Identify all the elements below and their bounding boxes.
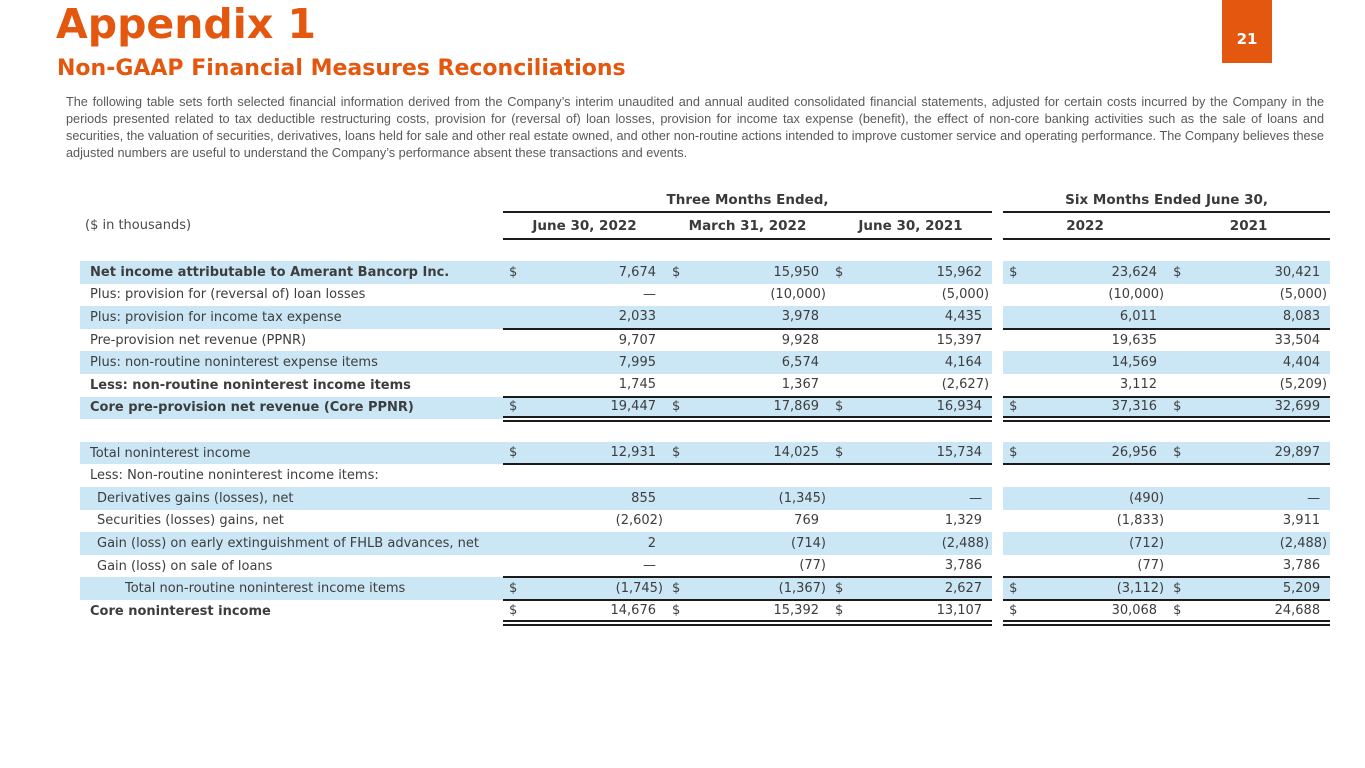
dollar-sign: $ [666,397,688,420]
cell-value: 14,676 [525,600,666,623]
cell-value: (5,209) [1189,374,1330,397]
cell-value: 23,624 [1025,261,1167,284]
dollar-sign [666,329,688,352]
table-row [80,261,1330,284]
row-label: Less: Non-routine noninterest income items: [90,468,379,484]
page-title: Appendix 1 [56,0,317,48]
row-label: Plus: non-routine noninterest expense items [80,351,503,374]
cell-value: 3,786 [1189,555,1330,578]
row-label: Total non-routine noninterest income items [80,577,503,600]
group-gap [992,464,1003,487]
dollar-sign: $ [1167,442,1189,465]
cell-value: 30,421 [1189,261,1330,284]
dollar-sign [503,329,525,352]
cell-value: 3,786 [851,555,992,578]
row-label: Gain (loss) on sale of loans [97,558,273,574]
cell-value: 4,164 [851,351,992,374]
dollar-sign [829,555,851,578]
dollar-sign [1003,374,1025,397]
cell-value: 9,707 [618,333,656,349]
cell-value: (1,345) [688,487,829,510]
reconciliation-table-body [80,261,1330,623]
cell-value: 7,995 [525,351,666,374]
cell-value: (2,602) [615,513,663,529]
spacer-row [80,419,1330,442]
dollar-sign: $ [1003,397,1025,420]
cell-value [1189,464,1330,487]
cell-value [851,464,992,487]
dollar-sign [666,284,688,307]
dollar-sign [1167,510,1189,533]
dollar-sign [1003,532,1025,555]
dollar-sign [1167,555,1189,578]
intro-paragraph: The following table sets forth selected financial information derived from the Company’s interim unaudited and annual audited consolidated financial statements, adjusted for certain costs incurred by the Company in the periods presented related to tax deductible restructuring costs, provision for (reversal of) loan losses, provision for income tax expense (benefit), the effect of non-core banking activities such as the sale of loans and securities, the valuation of securities, derivatives, loans held for sale and other real estate owned, and other non-routine actions intended to improve customer service and operating performance. The Company believes these adjusted numbers are useful to understand the Company’s performance absent these transactions and events. [66,95,1324,160]
dollar-sign: $ [1167,600,1189,623]
cell-value: 3,978 [688,306,829,329]
dollar-sign [666,555,688,578]
cell-value: 2,627 [851,577,992,600]
dollar-sign [829,374,851,397]
cell-value: 3,911 [1282,513,1321,529]
dollar-sign [1003,555,1025,578]
dollar-sign: $ [829,442,851,465]
cell-value: 1,329 [944,513,983,529]
dollar-sign [503,284,525,307]
cell-value: (1,745) [525,577,666,600]
page-number: 21 [1236,29,1258,48]
group-gap [992,532,1003,555]
group-gap [992,374,1003,397]
dollar-sign: $ [666,577,688,600]
cell-value: 37,316 [1025,397,1167,420]
dollar-sign: $ [829,397,851,420]
group-gap [992,284,1003,307]
cell-value: 6,574 [688,351,829,374]
dollar-sign [829,532,851,555]
dollar-sign [503,532,525,555]
column-header: June 30, 2022 [503,212,666,239]
row-label: Total noninterest income [80,442,503,465]
cell-value: (5,000) [941,287,990,303]
cell-value: 855 [525,487,666,510]
table-row [80,600,1330,623]
dollar-sign [503,487,525,510]
dollar-sign [503,374,525,397]
group-header-three-months: Three Months Ended, [503,188,992,212]
cell-value: — [525,555,666,578]
table-row [80,555,1330,578]
group-gap [992,442,1003,465]
dollar-sign: $ [503,261,525,284]
dollar-sign: $ [1167,577,1189,600]
dollar-sign: $ [1003,577,1025,600]
financial-table [80,188,1330,626]
dollar-sign [1003,306,1025,329]
cell-value: (714) [688,532,829,555]
row-label: Pre-provision net revenue (PPNR) [90,332,307,348]
dollar-sign: $ [829,261,851,284]
dollar-sign [666,532,688,555]
cell-value: 4,435 [851,306,992,329]
cell-value: 32,699 [1189,397,1330,420]
cell-value: 15,397 [936,333,983,349]
reconciliation-table [80,188,1330,626]
row-label: Plus: provision for (reversal of) loan losses [90,287,366,303]
group-gap [992,397,1003,420]
dollar-sign: $ [503,600,525,623]
dollar-sign: $ [1003,600,1025,623]
cell-value: 33,504 [1274,333,1321,349]
dollar-sign [829,487,851,510]
cell-value: (77) [1025,555,1167,578]
dollar-sign [829,351,851,374]
cell-value: 5,209 [1189,577,1330,600]
cell-value: (712) [1025,532,1167,555]
dollar-sign: $ [666,261,688,284]
dollar-sign [666,510,688,533]
dollar-sign [666,306,688,329]
table-row [80,306,1330,329]
cell-value: 15,734 [851,442,992,465]
row-label: Net income attributable to Amerant Bancorp Inc. [80,261,503,284]
cell-value: 12,931 [525,442,666,465]
dollar-sign [1003,464,1025,487]
cell-value: 14,569 [1025,351,1167,374]
table-row [80,510,1330,533]
cell-value: 2 [525,532,666,555]
dollar-sign [1003,329,1025,352]
dollar-sign: $ [829,600,851,623]
dollar-sign [1003,487,1025,510]
cell-value: (10,000) [1108,287,1165,303]
header-spacer-row [80,239,1330,261]
column-header-row [80,212,1330,239]
dollar-sign: $ [1167,261,1189,284]
cell-value: 15,392 [688,600,829,623]
group-gap [992,351,1003,374]
cell-value: (1,367) [688,577,829,600]
cell-value: — [643,287,656,303]
cell-value: 8,083 [1189,306,1330,329]
cell-value: 4,404 [1189,351,1330,374]
column-header: June 30, 2021 [829,212,992,239]
cell-value: 15,950 [688,261,829,284]
dollar-sign [666,351,688,374]
units-label: ($ in thousands) [85,218,192,233]
cell-value: (2,488) [851,532,992,555]
page-subtitle: Non-GAAP Financial Measures Reconciliations [57,56,626,81]
cell-value: (2,488) [1189,532,1330,555]
dollar-sign [666,374,688,397]
row-label: Less: non-routine noninterest income items [90,377,411,393]
dollar-sign [503,464,525,487]
group-gap [992,555,1003,578]
group-gap [992,510,1003,533]
dollar-sign: $ [503,577,525,600]
cell-value: 1,367 [688,374,829,397]
dollar-sign [1167,464,1189,487]
cell-value: 1,745 [525,374,666,397]
cell-value: (1,833) [1116,513,1165,529]
cell-value: 19,635 [1111,333,1158,349]
cell-value: 29,897 [1189,442,1330,465]
group-header-row [80,188,1330,212]
cell-value: 30,068 [1025,600,1167,623]
row-label: Securities (losses) gains, net [97,513,284,529]
empty-cell [80,419,1330,442]
row-label: Core pre-provision net revenue (Core PPNR) [80,397,503,420]
dollar-sign [1167,374,1189,397]
dollar-sign [503,306,525,329]
cell-value: 6,011 [1025,306,1167,329]
page-number-badge [1222,0,1272,63]
cell-value: 2,033 [525,306,666,329]
group-gap [992,600,1003,623]
table-row [80,532,1330,555]
dollar-sign [1167,487,1189,510]
cell-value: 24,688 [1189,600,1330,623]
column-header: March 31, 2022 [666,212,829,239]
cell-value: 16,934 [851,397,992,420]
cell-value: — [851,487,992,510]
group-gap [992,306,1003,329]
cell-value: (5,000) [1279,287,1328,303]
cell-value: (2,627) [851,374,992,397]
dollar-sign: $ [503,442,525,465]
dollar-sign: $ [1003,442,1025,465]
dollar-sign: $ [829,577,851,600]
dollar-sign [666,464,688,487]
dollar-sign [1003,510,1025,533]
dollar-sign [1167,306,1189,329]
cell-value [1025,464,1167,487]
table-row [80,284,1330,307]
empty-cell [80,239,1330,261]
dollar-sign [1167,532,1189,555]
group-gap [992,261,1003,284]
dollar-sign [829,284,851,307]
table-row [80,487,1330,510]
cell-value: — [1189,487,1330,510]
cell-value: 17,869 [688,397,829,420]
table-row [80,577,1330,600]
dollar-sign [1167,329,1189,352]
cell-value: 7,674 [525,261,666,284]
cell-value: 9,928 [781,333,819,349]
cell-value: (10,000) [770,287,826,303]
dollar-sign [829,329,851,352]
group-gap [992,577,1003,600]
cell-value [525,464,666,487]
row-label: Core noninterest income [90,603,271,619]
group-gap [992,329,1003,352]
group-gap [992,487,1003,510]
group-gap [992,188,1003,212]
dollar-sign [1167,351,1189,374]
cell-value: (77) [688,555,829,578]
table-row [80,442,1330,465]
column-header: 2021 [1167,212,1330,239]
cell-value: 13,107 [851,600,992,623]
cell-value: 26,956 [1025,442,1167,465]
cell-value: 14,025 [688,442,829,465]
table-row [80,464,1330,487]
row-label: Gain (loss) on early extinguishment of FHLB advances, net [80,532,503,555]
cell-value: 15,962 [851,261,992,284]
dollar-sign [1167,284,1189,307]
dollar-sign [1003,284,1025,307]
cell-value: 769 [794,513,819,529]
dollar-sign [666,487,688,510]
dollar-sign: $ [1167,397,1189,420]
cell-value: 3,112 [1025,374,1167,397]
dollar-sign [503,555,525,578]
row-label: Derivatives gains (losses), net [80,487,503,510]
dollar-sign: $ [503,397,525,420]
cell-value: 19,447 [525,397,666,420]
dollar-sign [829,510,851,533]
table-row [80,374,1330,397]
dollar-sign: $ [666,600,688,623]
dollar-sign [503,351,525,374]
group-gap [992,212,1003,239]
cell-value [688,464,829,487]
dollar-sign [1003,351,1025,374]
table-row [80,351,1330,374]
dollar-sign: $ [1003,261,1025,284]
table-row [80,397,1330,420]
group-header-six-months: Six Months Ended June 30, [1003,188,1330,212]
cell-value: (3,112) [1025,577,1167,600]
dollar-sign [503,510,525,533]
row-label: Plus: provision for income tax expense [80,306,503,329]
dollar-sign [829,464,851,487]
cell-value: (490) [1025,487,1167,510]
dollar-sign [829,306,851,329]
table-row [80,329,1330,352]
empty-cell [80,188,503,212]
column-header: 2022 [1003,212,1167,239]
dollar-sign: $ [666,442,688,465]
